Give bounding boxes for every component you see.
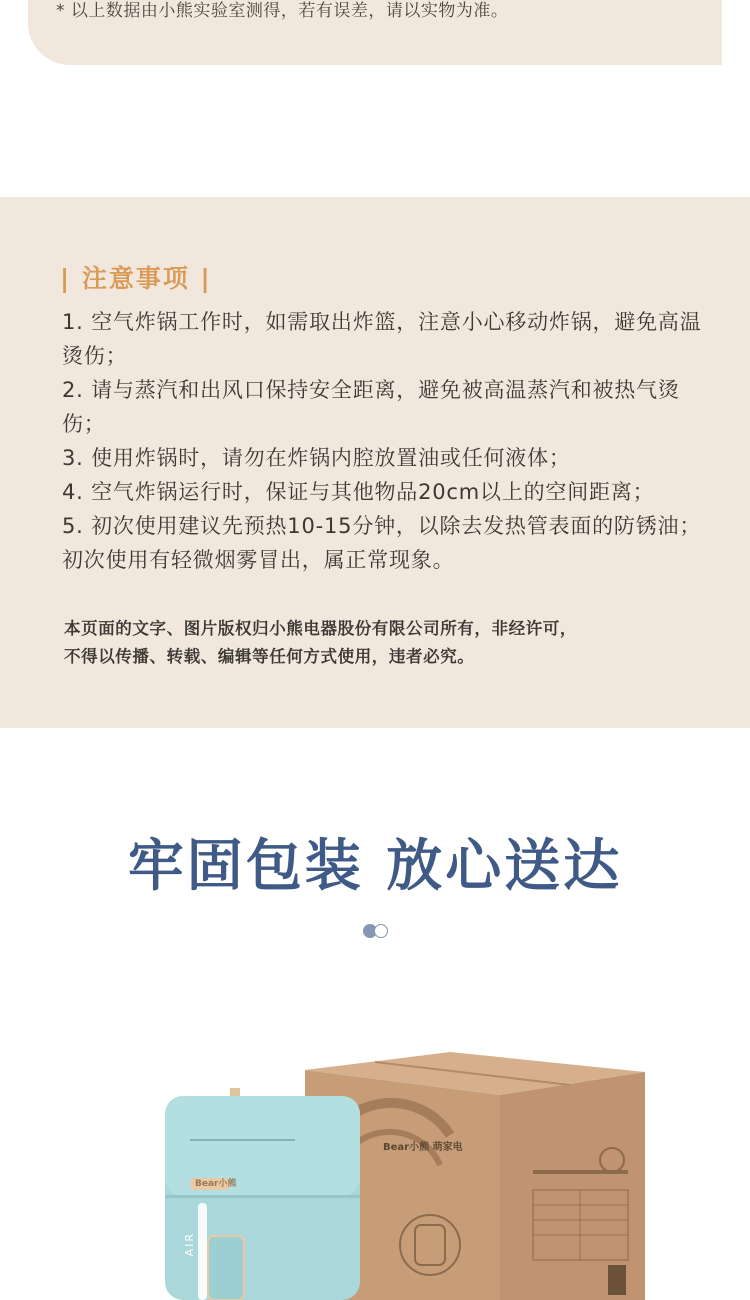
- notice-list: [62, 305, 712, 577]
- copyright-notice: [64, 615, 704, 671]
- notice-item: 1. 空气炸锅工作时，如需取出炸篮，注意小心移动炸锅，避免高温烫伤；: [62, 310, 702, 368]
- notice-item: 2. 请与蒸汽和出风口保持安全距离，避免被高温蒸汽和被热气烫伤；: [62, 378, 680, 436]
- box-brand-logo: Bear小熊 萌家电: [383, 1142, 463, 1153]
- carousel-dot[interactable]: [374, 924, 388, 938]
- notice-item: 3. 使用炸锅时，请勿在炸锅内腔放置油或任何液体；: [62, 446, 571, 470]
- carousel-indicator: [363, 924, 393, 939]
- notice-item: 4. 空气炸锅运行时，保证与其他物品20cm以上的空间距离；: [62, 480, 655, 504]
- fryer-air-label: AIR: [183, 1232, 196, 1257]
- copyright-line: 不得以传播、转载、编辑等任何方式使用，违者必究。: [64, 647, 475, 666]
- notice-section: [0, 197, 750, 728]
- fryer-brand-logo: Bear小熊: [195, 1179, 237, 1189]
- lab-data-note: * 以上数据由小熊实验室测得，若有误差，请以实物为准。: [56, 1, 509, 21]
- copyright-line: 本页面的文字、图片版权归小熊电器股份有限公司所有，非经许可，: [64, 619, 577, 638]
- packaging-heading: 牢固包装 放心送达: [127, 834, 623, 899]
- notice-item: 5. 初次使用建议先预热10-15分钟，以除去发热管表面的防锈油；初次使用有轻微烟雾冒出，属正常现象。: [62, 514, 702, 572]
- product-packaging-illustration: [150, 1040, 660, 1300]
- notice-title: | 注意事项 |: [60, 264, 212, 293]
- air-fryer: [165, 1088, 360, 1300]
